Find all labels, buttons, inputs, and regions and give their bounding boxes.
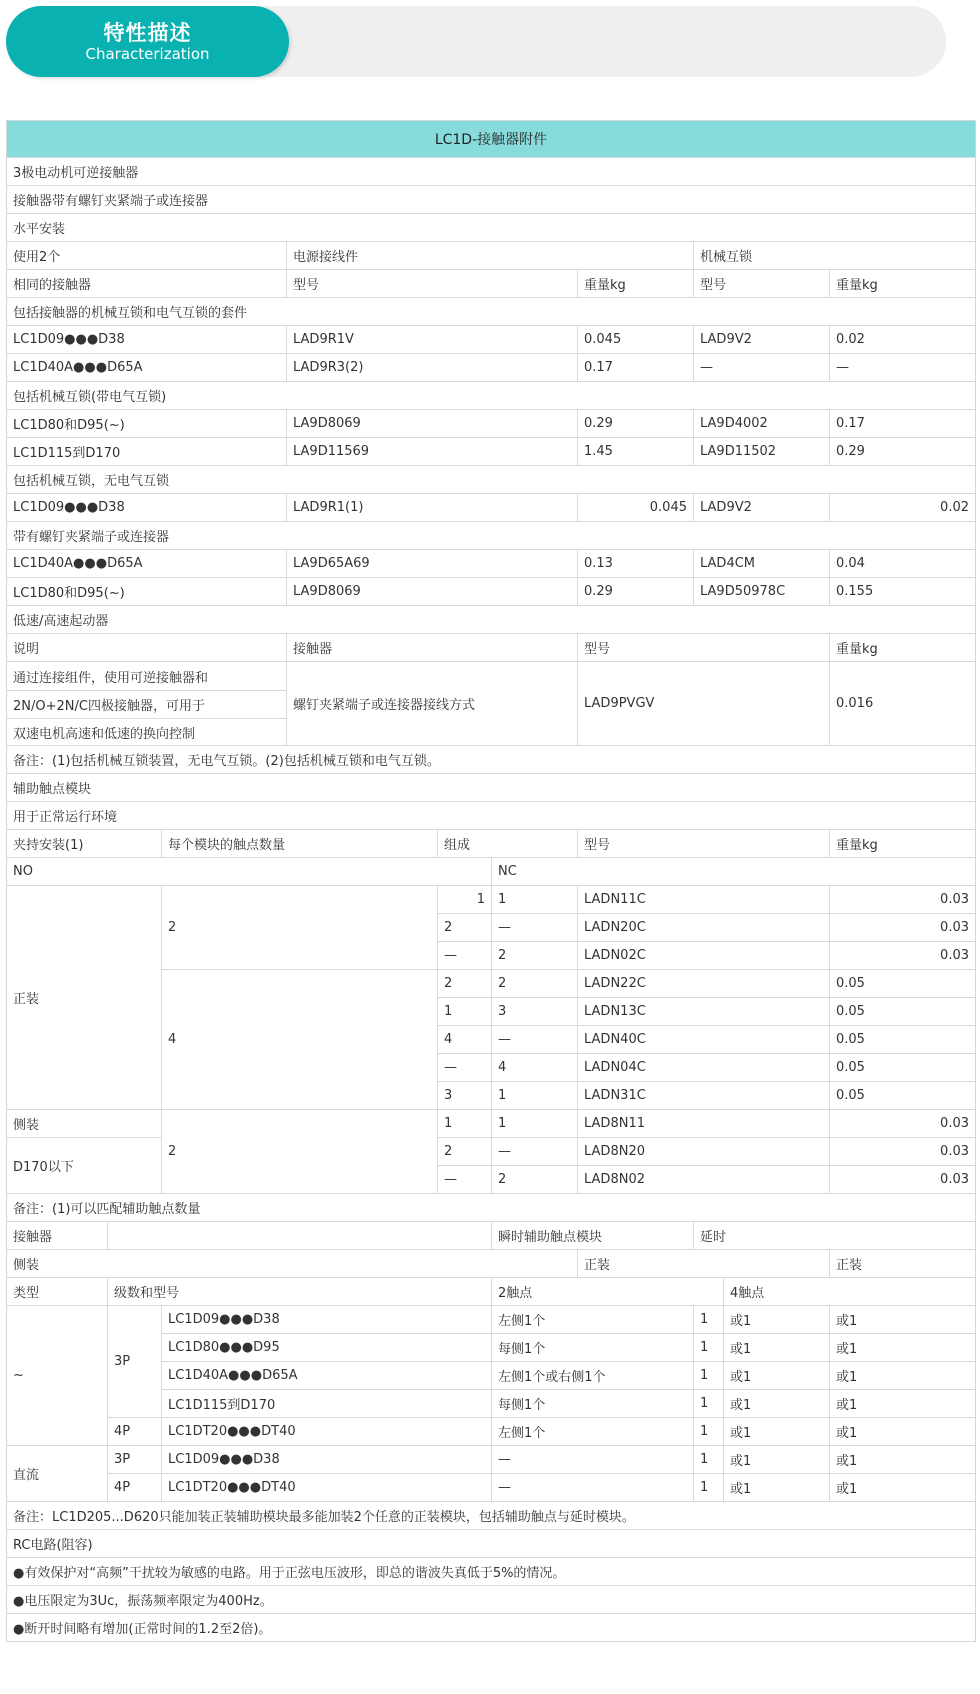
table-cell: LC1D40A●●●D65A: [161, 1362, 491, 1389]
table-cell: LC1D115到D170: [13, 446, 121, 461]
contact-count: 2: [161, 1109, 437, 1193]
table-header-row: [7, 633, 975, 661]
table-cell: 2: [437, 914, 491, 941]
table-cell: —: [491, 1138, 577, 1165]
header-cell: 型号: [286, 270, 577, 297]
table-header-row: [7, 241, 975, 269]
note-row: [7, 745, 975, 773]
section-label-row: [7, 773, 975, 801]
table-cell: 1: [693, 1362, 723, 1389]
table-cell: 3极电动机可逆接触器: [13, 166, 139, 181]
starter-description: [7, 661, 286, 745]
table-cell: 2: [491, 942, 577, 969]
table-cell: 0.03: [829, 1166, 975, 1193]
table-cell: 辅助触点模块: [13, 782, 92, 797]
table-cell: 水平安装: [13, 222, 66, 237]
table-cell: LADN31C: [577, 1082, 829, 1109]
section-title-pill: [6, 6, 289, 77]
table-row: [7, 493, 975, 521]
description-line: 通过连接组件，使用可逆接触器和: [13, 670, 209, 686]
header-cell: 每个模块的触点数量: [161, 830, 437, 857]
table-row: [7, 577, 975, 605]
header-cell: 延时: [693, 1222, 975, 1249]
table-cell: 0.03: [829, 886, 975, 913]
note-text: 备注：LC1D205...D620只能加装正装辅助模块最多能加装2个任意的正装模块，包括辅助触点与延时模块。: [13, 1510, 635, 1525]
header-cell: 说明: [13, 642, 40, 657]
table-title: LC1D-接触器附件: [7, 121, 975, 157]
table-cell: 0.03: [829, 942, 975, 969]
header-cell: 2触点: [491, 1278, 723, 1305]
table-cell: 0.29: [577, 410, 693, 437]
table-cell: 4: [437, 1026, 491, 1053]
table-cell: 2: [491, 1166, 577, 1193]
table-cell: LAD8N02: [577, 1166, 829, 1193]
header-cell: [107, 1222, 491, 1249]
pole-label: 4P: [107, 1417, 161, 1445]
table-cell: 0.17: [829, 410, 975, 437]
table-cell: LADN40C: [577, 1026, 829, 1053]
table-cell: 1: [491, 886, 577, 913]
table-cell: 或1: [723, 1306, 829, 1333]
ac-type-label: ~: [7, 1305, 107, 1445]
table-cell: —: [437, 1166, 491, 1193]
table-cell: 0.155: [829, 578, 975, 605]
header-cell: 正装: [829, 1250, 975, 1277]
table-cell: 或1: [829, 1306, 975, 1333]
table-cell: 2: [491, 970, 577, 997]
table-cell: 每侧1个: [491, 1390, 693, 1417]
table-cell: 0.04: [829, 550, 975, 577]
table-header-row: [7, 1221, 975, 1249]
table-cell: —: [491, 914, 577, 941]
table-header-row: [7, 857, 975, 885]
header-cell: 类型: [13, 1286, 40, 1301]
table-cell: 用于正常运行环境: [13, 810, 118, 825]
table-cell: 0.29: [829, 438, 975, 465]
front-mount-label: 正装: [7, 885, 161, 1109]
table-cell: 3: [437, 1082, 491, 1109]
section-label-row: [7, 801, 975, 829]
table-cell: 0.02: [829, 494, 975, 521]
table-cell: 1: [491, 1082, 577, 1109]
table-cell: LAD9V2: [693, 326, 829, 353]
table-cell: 0.29: [577, 578, 693, 605]
table-cell: 1: [491, 1110, 577, 1137]
header-cell: 相同的接触器: [13, 278, 92, 293]
table-cell: LA9D4002: [693, 410, 829, 437]
table-cell: 0.05: [829, 1054, 975, 1081]
header-cell: 4触点: [723, 1278, 975, 1305]
pole-label: 3P: [107, 1445, 161, 1473]
table-cell: 或1: [723, 1334, 829, 1361]
header-cell: 瞬时辅助触点模块: [491, 1222, 693, 1249]
table-header-row: [7, 269, 975, 297]
table-cell: LAD9R1V: [286, 326, 577, 353]
table-cell: LAD9R1(1): [286, 494, 577, 521]
table-cell: 或1: [829, 1474, 975, 1501]
header-cell: 型号: [577, 634, 829, 661]
group-label-row: [7, 297, 975, 325]
table-cell: LC1D80和D95(~): [13, 418, 125, 433]
table-cell: 包括机械互锁，无电气互锁: [13, 474, 170, 489]
table-cell: LA9D11502: [693, 438, 829, 465]
rc-title: RC电路(阻容): [13, 1538, 93, 1553]
table-cell: 1: [693, 1474, 723, 1501]
table-row: [7, 549, 975, 577]
table-cell: 或1: [723, 1418, 829, 1445]
table-header-row: [7, 1277, 975, 1305]
table-cell: 0.02: [829, 326, 975, 353]
table-cell: LC1D40A●●●D65A: [13, 360, 143, 375]
table-cell: LADN20C: [577, 914, 829, 941]
header-cell: 电源接线件: [286, 242, 693, 269]
table-row: [7, 353, 975, 381]
table-cell: 0.05: [829, 998, 975, 1025]
contact-count: 2: [161, 885, 437, 969]
pole-label: 3P: [107, 1305, 161, 1417]
table-cell: LC1D115到D170: [161, 1390, 491, 1417]
table-cell: 2: [437, 1138, 491, 1165]
table-cell: 或1: [829, 1446, 975, 1473]
table-cell: LA9D8069: [286, 578, 577, 605]
table-cell: LC1D40A●●●D65A: [13, 556, 143, 571]
rc-row: [7, 1613, 975, 1641]
section-label-row: [7, 185, 975, 213]
table-cell: —: [437, 942, 491, 969]
note-text: 备注：(1)可以匹配辅助触点数量: [13, 1202, 201, 1217]
starter-weight: 0.016: [829, 661, 975, 745]
table-cell: 接触器带有螺钉夹紧端子或连接器: [13, 194, 209, 209]
table-cell: LA9D50978C: [693, 578, 829, 605]
table-cell: 1.45: [577, 438, 693, 465]
description-line: 2N/O+2N/C四极接触器，可用于: [7, 690, 286, 718]
note-text: 备注：(1)包括机械互锁装置，无电气互锁。(2)包括机械互锁和电气互锁。: [13, 754, 440, 769]
table-cell: 0.17: [577, 354, 693, 381]
table-cell: 或1: [829, 1334, 975, 1361]
table-cell: 1: [693, 1306, 723, 1333]
group-label-row: [7, 465, 975, 493]
header-cell: 侧装: [13, 1258, 40, 1273]
side-mount-label: 侧装: [7, 1109, 161, 1137]
table-cell: LC1DT20●●●DT40: [161, 1474, 491, 1501]
table-cell: LADN13C: [577, 998, 829, 1025]
description-line: 双速电机高速和低速的换向控制: [7, 718, 286, 746]
table-cell: 或1: [723, 1390, 829, 1417]
table-cell: LC1D80和D95(~): [13, 586, 125, 601]
table-cell: 或1: [723, 1362, 829, 1389]
table-row: [7, 325, 975, 353]
table-header-row: [7, 829, 975, 857]
section-label-row: [7, 605, 975, 633]
table-cell: 每侧1个: [491, 1334, 693, 1361]
header-cell: 使用2个: [13, 250, 61, 265]
table-cell: 4: [491, 1054, 577, 1081]
table-cell: LAD4CM: [693, 550, 829, 577]
header-cell: 夹持安装(1): [13, 838, 84, 853]
table-cell: 0.03: [829, 1138, 975, 1165]
table-cell: 1: [693, 1446, 723, 1473]
section-label-row: [7, 213, 975, 241]
table-cell: LADN11C: [577, 886, 829, 913]
starter-model: LAD9PVGV: [577, 661, 829, 745]
rc-bullet: ●有效保护对“高频”干扰较为敏感的电路。用于正弦电压波形，即总的谐波失真低于5%的情况。: [13, 1566, 566, 1581]
table-cell: 或1: [829, 1390, 975, 1417]
table-cell: LC1D09●●●D38: [13, 332, 125, 347]
rc-bullet: ●电压限定为3Uc，振荡频率限定为400Hz。: [13, 1594, 273, 1609]
table-cell: LA9D65A69: [286, 550, 577, 577]
table-cell: 0.03: [829, 914, 975, 941]
header-cell: 接触器: [13, 1230, 53, 1245]
table-cell: —: [491, 1474, 693, 1501]
table-cell: 2: [437, 970, 491, 997]
pole-label: 4P: [107, 1473, 161, 1501]
side-mount-sublabel: D170以下: [7, 1137, 161, 1193]
header-cell: NC: [491, 858, 975, 885]
table-cell: 左侧1个: [491, 1418, 693, 1445]
table-row: [7, 437, 975, 465]
table-cell: LC1D80●●●D95: [161, 1334, 491, 1361]
table-cell: 1: [437, 886, 491, 913]
table-cell: 1: [693, 1418, 723, 1445]
rc-row: [7, 1529, 975, 1557]
table-cell: LC1D09●●●D38: [161, 1306, 491, 1333]
table-cell: 0.045: [577, 326, 693, 353]
section-label-row: [7, 157, 975, 185]
table-cell: LA9D8069: [286, 410, 577, 437]
table-cell: 带有螺钉夹紧端子或连接器: [13, 530, 170, 545]
table-cell: —: [491, 1446, 693, 1473]
header-cell: 组成: [437, 830, 577, 857]
table-header-row: [7, 1249, 975, 1277]
table-cell: 低速/高速起动器: [13, 614, 109, 629]
table-cell: —: [437, 1054, 491, 1081]
table-cell: LADN04C: [577, 1054, 829, 1081]
rc-row: [7, 1585, 975, 1613]
header-cell: 型号: [577, 830, 829, 857]
table-cell: 0.05: [829, 1082, 975, 1109]
section-title-cn: 特性描述: [103, 20, 192, 45]
table-cell: LA9D11569: [286, 438, 577, 465]
table-row: [7, 409, 975, 437]
header-cell: 型号: [693, 270, 829, 297]
table-cell: LAD8N20: [577, 1138, 829, 1165]
rc-row: [7, 1557, 975, 1585]
starter-contactor: 螺钉夹紧端子或连接器接线方式: [286, 661, 577, 745]
table-cell: 1: [693, 1334, 723, 1361]
table-cell: —: [693, 354, 829, 381]
header-cell: 重量kg: [829, 830, 975, 857]
contact-count: 4: [161, 969, 437, 1109]
rc-bullet: ●断开时间略有增加(正常时间的1.2至2倍)。: [13, 1622, 272, 1637]
table-cell: 3: [491, 998, 577, 1025]
header-cell: 接触器: [286, 634, 577, 661]
header-cell: 重量kg: [577, 270, 693, 297]
table-cell: 或1: [723, 1446, 829, 1473]
table-cell: 1: [437, 1110, 491, 1137]
table-cell: 或1: [829, 1418, 975, 1445]
header-cell: 级数和型号: [107, 1278, 491, 1305]
note-row: [7, 1193, 975, 1221]
dc-type-label: 直流: [7, 1445, 107, 1501]
header-cell: 机械互锁: [693, 242, 975, 269]
table-cell: 或1: [829, 1362, 975, 1389]
section-header: [6, 6, 946, 77]
table-cell: 0.045: [577, 494, 693, 521]
table-cell: LC1D09●●●D38: [13, 500, 125, 515]
accessories-table: [6, 120, 976, 1642]
section-title-en: Characterization: [85, 44, 210, 63]
table-cell: 0.13: [577, 550, 693, 577]
table-cell: 包括接触器的机械互锁和电气互锁的套件: [13, 306, 248, 321]
table-cell: 0.03: [829, 1110, 975, 1137]
table-cell: 0.05: [829, 970, 975, 997]
table-cell: LAD9R3(2): [286, 354, 577, 381]
note-row: [7, 1501, 975, 1529]
table-cell: 0.05: [829, 1026, 975, 1053]
table-cell: —: [491, 1026, 577, 1053]
group-label-row: [7, 381, 975, 409]
table-cell: 1: [693, 1390, 723, 1417]
table-cell: LAD8N11: [577, 1110, 829, 1137]
table-cell: LAD9V2: [693, 494, 829, 521]
table-cell: LC1D09●●●D38: [161, 1446, 491, 1473]
header-cell: NO: [13, 864, 33, 879]
table-cell: LADN22C: [577, 970, 829, 997]
table-cell: 1: [437, 998, 491, 1025]
table-cell: 左侧1个或右侧1个: [491, 1362, 693, 1389]
table-cell: LC1DT20●●●DT40: [161, 1418, 491, 1445]
header-cell: 重量kg: [829, 270, 975, 297]
table-cell: 或1: [723, 1474, 829, 1501]
table-cell: 包括机械互锁(带电气互锁): [13, 390, 167, 405]
table-cell: —: [829, 354, 975, 381]
header-cell: 重量kg: [829, 634, 975, 661]
header-cell: 正装: [577, 1250, 829, 1277]
table-cell: 左侧1个: [491, 1306, 693, 1333]
group-label-row: [7, 521, 975, 549]
table-cell: LADN02C: [577, 942, 829, 969]
